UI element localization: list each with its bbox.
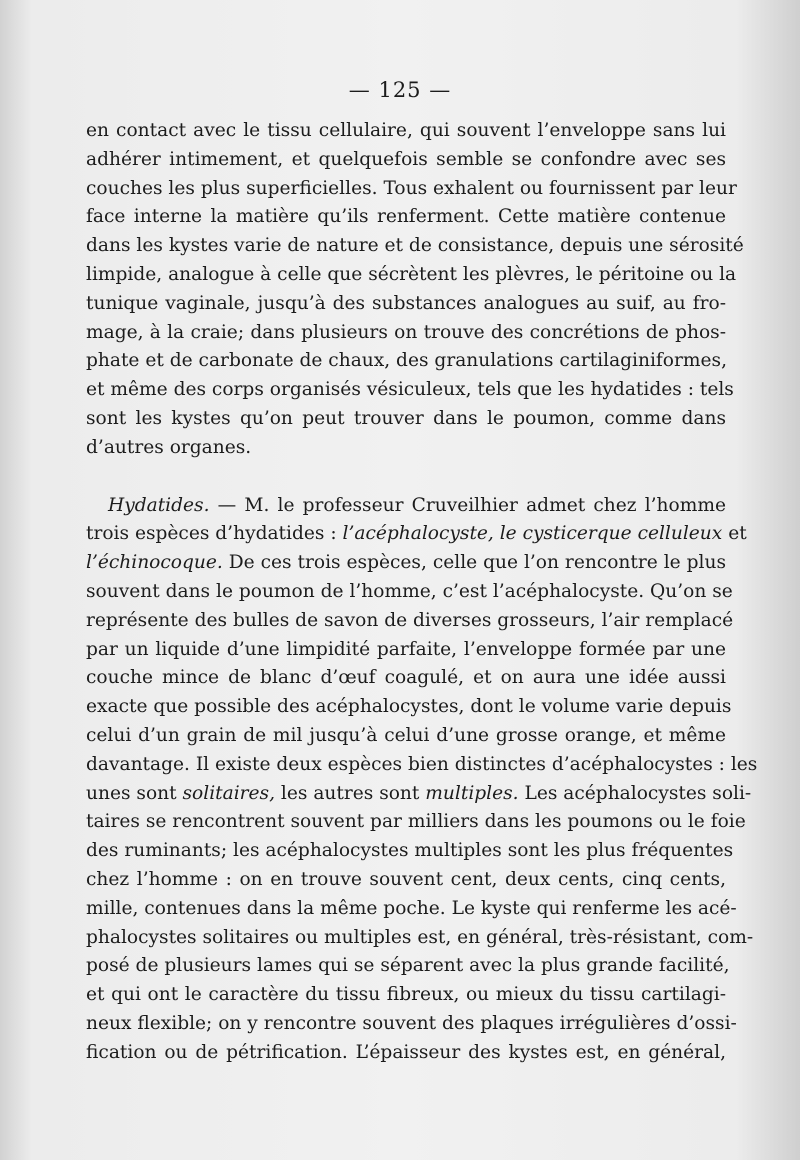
- text-line: des ruminants; les acéphalocystes multiples sont les plus fréquentes: [86, 840, 734, 862]
- text-line: en contact avec le tissu cellulaire, qui souvent l’enveloppe sans lui: [86, 120, 726, 141]
- text-line: chez l’homme : on en trouve souvent cent, deux cents, cinq cents,: [86, 868, 726, 890]
- italic-term: l’échinocoque.: [86, 552, 223, 574]
- text-line: sont les kystes qu’on peut trouver dans le poumon, comme dans: [86, 407, 726, 429]
- text-line: limpide, analogue à celle que sécrètent les plèvres, le péritoine ou la: [86, 263, 737, 285]
- paragraph-kystes: [86, 117, 744, 463]
- text-span: — M. le professeur Cruveilhier admet chez l’homme: [209, 494, 726, 516]
- text-line: davantage. Il existe deux espèces bien distinctes d’acéphalocystes : les: [86, 753, 758, 775]
- text-line: exacte que possible des acéphalocystes, dont le volume varie depuis: [86, 696, 732, 718]
- text-line: dans les kystes varie de nature et de consistance, depuis une sérosité: [86, 235, 744, 257]
- text-line: celui d’un grain de mil jusqu’à celui d’une grosse orange, et même: [86, 724, 726, 746]
- paragraph-hydatides: [86, 492, 758, 1068]
- text-line: [86, 780, 752, 809]
- text-span: trois espèces d’hydatides :: [86, 523, 343, 545]
- section-heading-hydatides: Hydatides.: [108, 494, 210, 516]
- text-line: adhérer intimement, et quelquefois semble se confondre avec ses: [86, 148, 726, 170]
- text-span: unes sont: [86, 782, 183, 804]
- text-line: fication ou de pétrification. L’épaisseur des kystes est, en général,: [86, 1041, 726, 1063]
- text-line: et même des corps organisés vésiculeux, tels que les hydatides : tels: [86, 379, 734, 401]
- text-line: taires se rencontrent souvent par milliers dans les poumons ou le foie: [86, 811, 746, 833]
- text-line: neux flexible; on y rencontre souvent des plaques irrégulières d’ossi-: [86, 1012, 737, 1034]
- page-number: — 125 —: [348, 78, 452, 102]
- text-line: mage, à la craie; dans plusieurs on trouve des concrétions de phos-: [86, 321, 726, 343]
- text-span: Les acéphalocystes soli-: [518, 782, 752, 804]
- text-line: couches les plus superficielles. Tous exhalent ou fournissent par leur: [86, 177, 737, 199]
- text-line: phate et de carbonate de chaux, des granulations cartilaginiformes,: [86, 350, 727, 372]
- page-body: [86, 117, 758, 1068]
- text-line: couche mince de blanc d’œuf coagulé, et on aura une idée aussi: [86, 667, 726, 689]
- text-span: et: [722, 523, 747, 545]
- text-line: phalocystes solitaires ou multiples est, en général, très-résistant, com-: [86, 926, 754, 948]
- text-line: souvent dans le poumon de l’homme, c’est l’acéphalocyste. Qu’on se: [86, 580, 733, 602]
- text-line: [86, 520, 747, 549]
- text-line: [86, 549, 726, 578]
- italic-term: l’acéphalocyste, le cysticerque celluleux: [342, 523, 723, 545]
- text-line: tunique vaginale, jusqu’à des substances analogues au suif, au fro-: [86, 292, 726, 314]
- text-line: par un liquide d’une limpidité parfaite, l’enveloppe formée par une: [86, 638, 726, 660]
- text-line: d’autres organes.: [86, 436, 252, 458]
- text-line: et qui ont le caractère du tissu fibreux, ou mieux du tissu cartilagi-: [86, 984, 726, 1006]
- text-span: De ces trois espèces, celle que l’on rencontre le plus: [222, 552, 726, 574]
- text-line: mille, contenues dans la même poche. Le kyste qui renferme les acé-: [86, 897, 737, 919]
- italic-term: solitaires,: [182, 782, 275, 804]
- text-line: face interne la matière qu’ils renferment. Cette matière contenue: [86, 206, 726, 228]
- italic-term: multiples.: [425, 782, 519, 804]
- text-line: représente des bulles de savon de diverses grosseurs, l’air remplacé: [86, 609, 734, 631]
- text-line: posé de plusieurs lames qui se séparent avec la plus grande facilité,: [86, 955, 730, 977]
- text-line: [86, 492, 726, 521]
- text-span: les autres sont: [275, 782, 426, 804]
